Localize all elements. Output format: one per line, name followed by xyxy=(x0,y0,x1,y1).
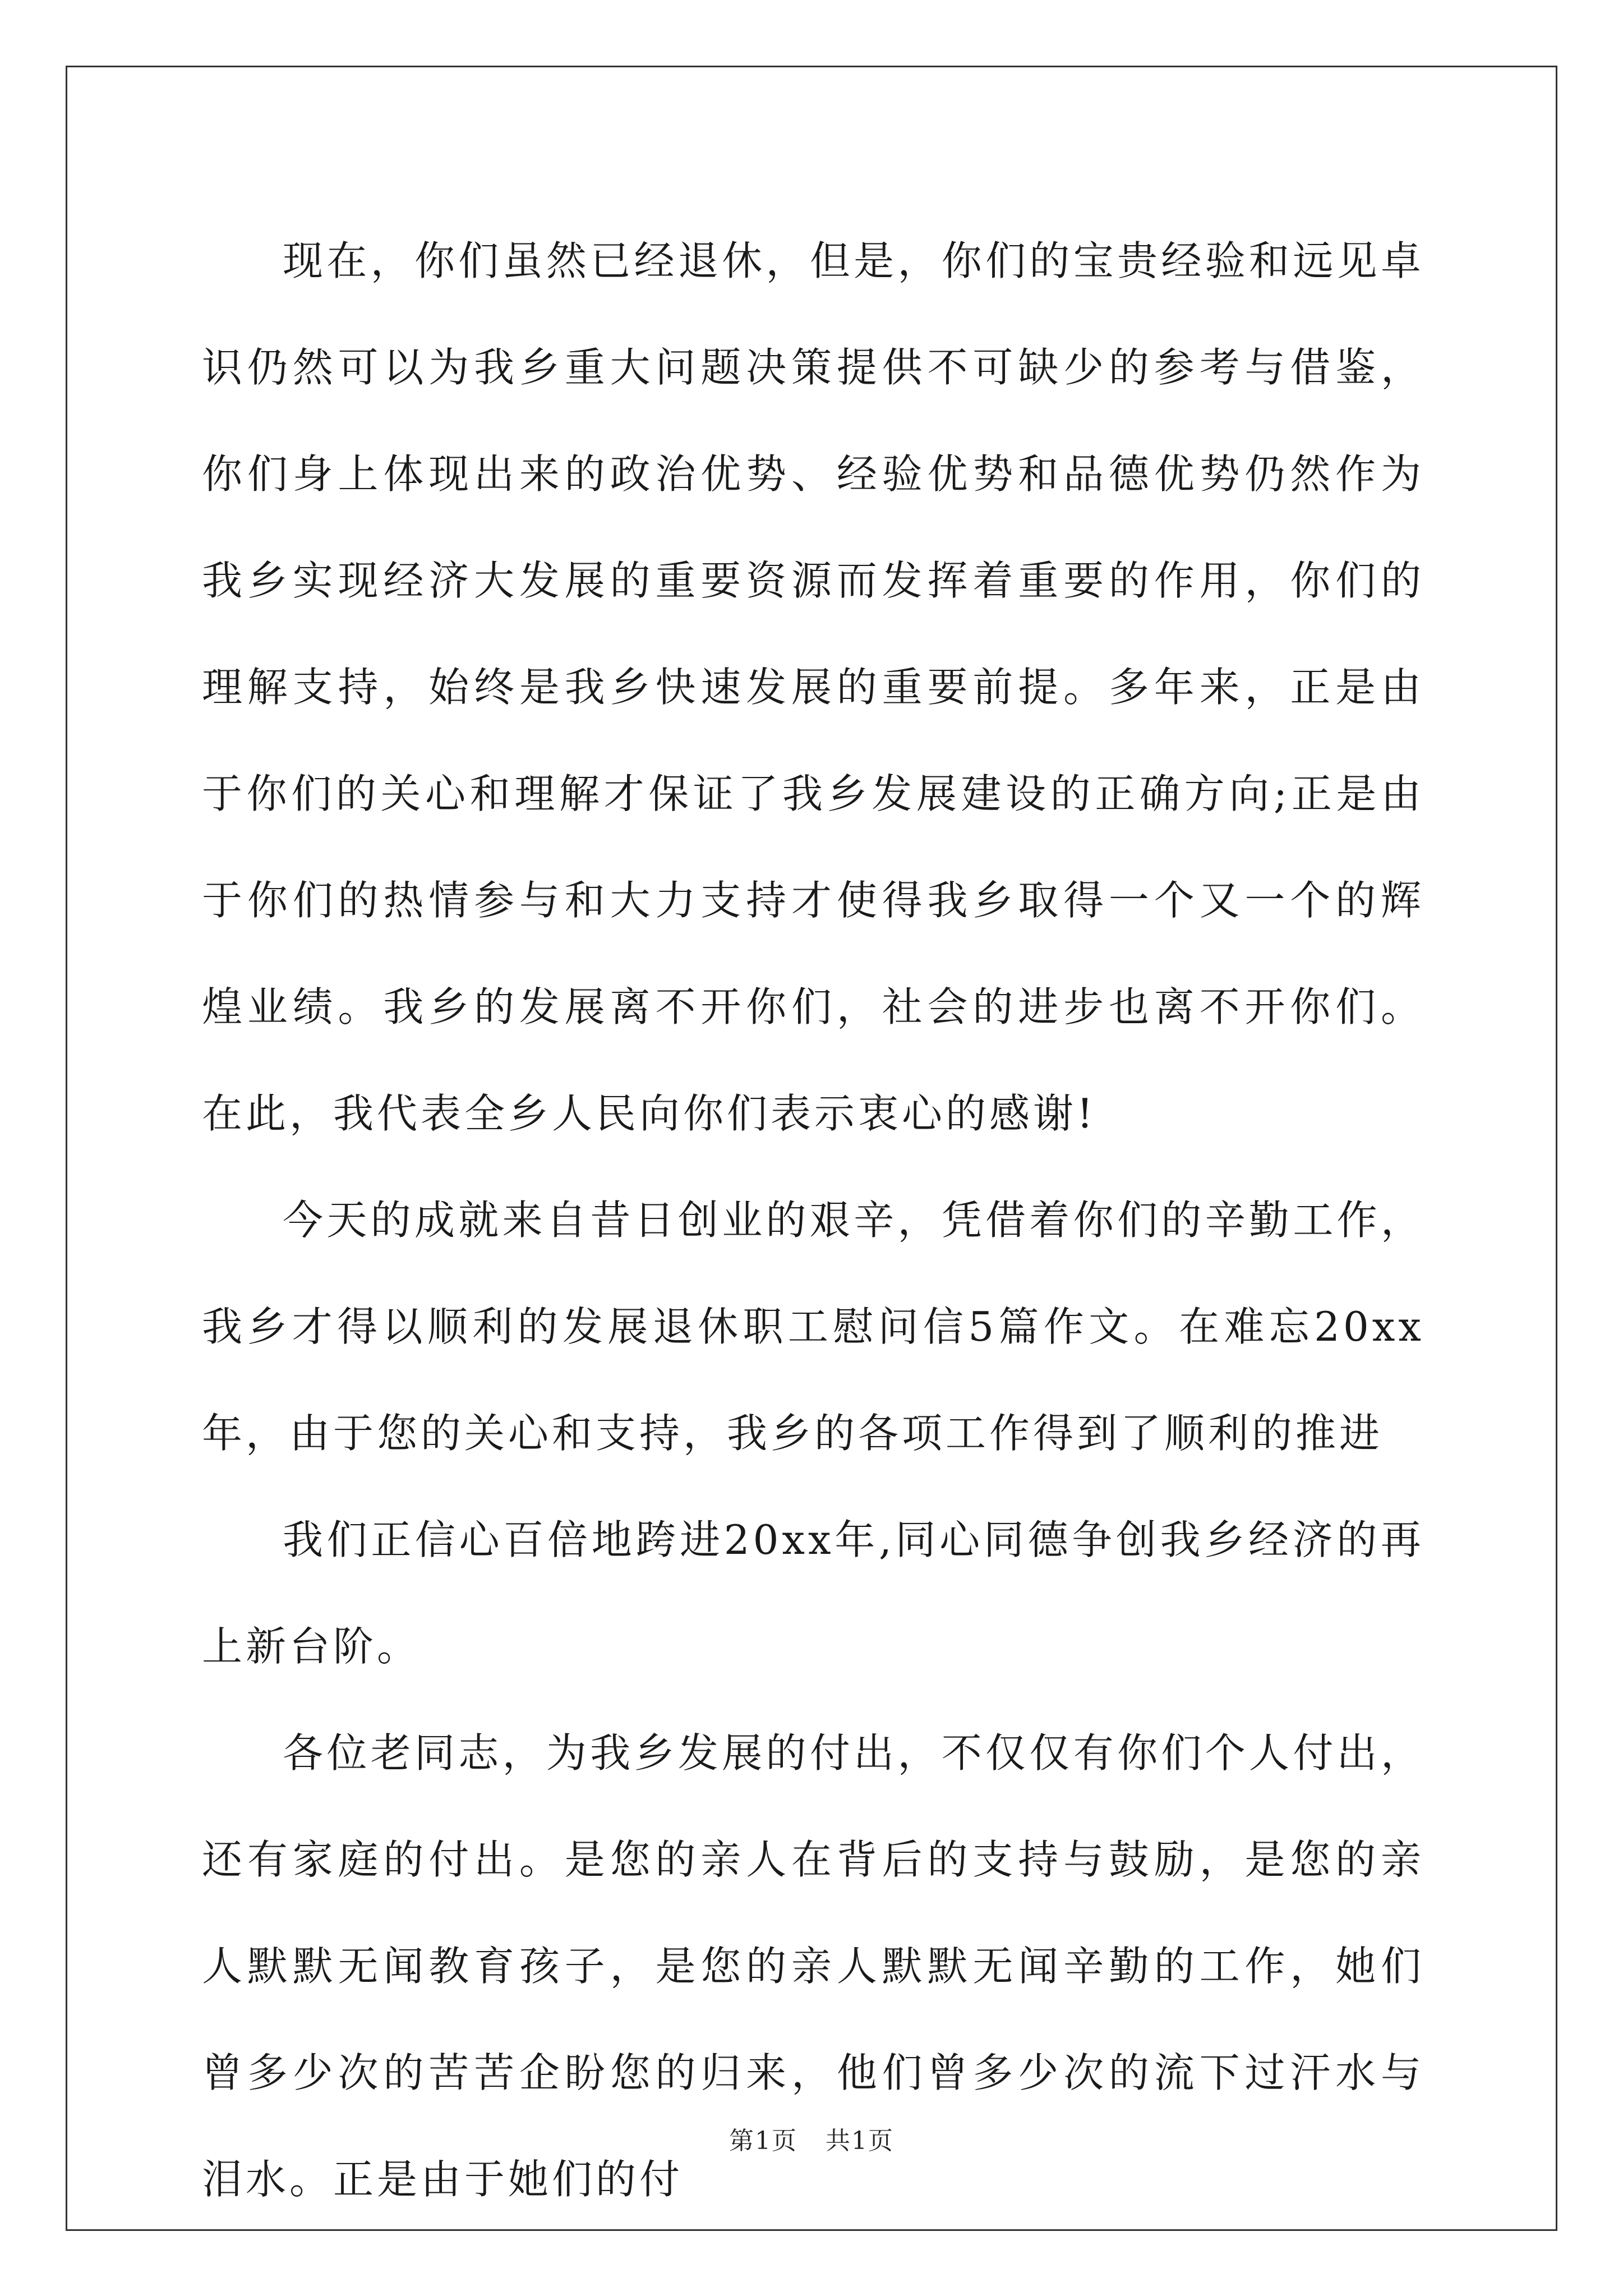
document-body xyxy=(202,208,1424,2233)
page-number: 第1页 xyxy=(729,2127,797,2155)
paragraph-4: 各位老同志，为我乡发展的付出，不仅仅有你们个人付出，还有家庭的付出。是您的亲人在背后的支持与鼓励，是您的亲人默默无闻教育孩子，是您的亲人默默无闻辛勤的工作，她们曾多少次的苦苦企盼您的归来，他们曾多少次的流下过汗水与泪水。正是由于她们的付 xyxy=(202,1729,1424,2203)
page-total: 共1页 xyxy=(826,2127,894,2155)
page-footer xyxy=(0,2120,1623,2156)
paragraph-2: 今天的成就来自昔日创业的艰辛，凭借着你们的辛勤工作，我乡才得以顺利的发展退休职工慰问信5篇作文。在难忘20xx年，由于您的关心和支持，我乡的各项工作得到了顺利的推进 xyxy=(202,1197,1424,1457)
paragraph-1: 现在，你们虽然已经退休，但是，你们的宝贵经验和远见卓识仍然可以为我乡重大问题决策提供不可缺少的参考与借鉴，你们身上体现出来的政治优势、经验优势和品德优势仍然作为我乡实现经济大发展的重要资源而发挥着重要的作用，你们的理解支持，始终是我乡快速发展的重要前提。多年来，正是由于你们的关心和理解才保证了我乡发展建设的正确方向;正是由于你们的热情参与和大力支持才使得我乡取得一个又一个的辉煌业绩。我乡的发展离不开你们，社会的进步也离不开你们。在此，我代表全乡人民向你们表示衷心的感谢! xyxy=(202,237,1424,1137)
paragraph-3: 我们正信心百倍地跨进20xx年,同心同德争创我乡经济的再上新台阶。 xyxy=(202,1516,1424,1670)
